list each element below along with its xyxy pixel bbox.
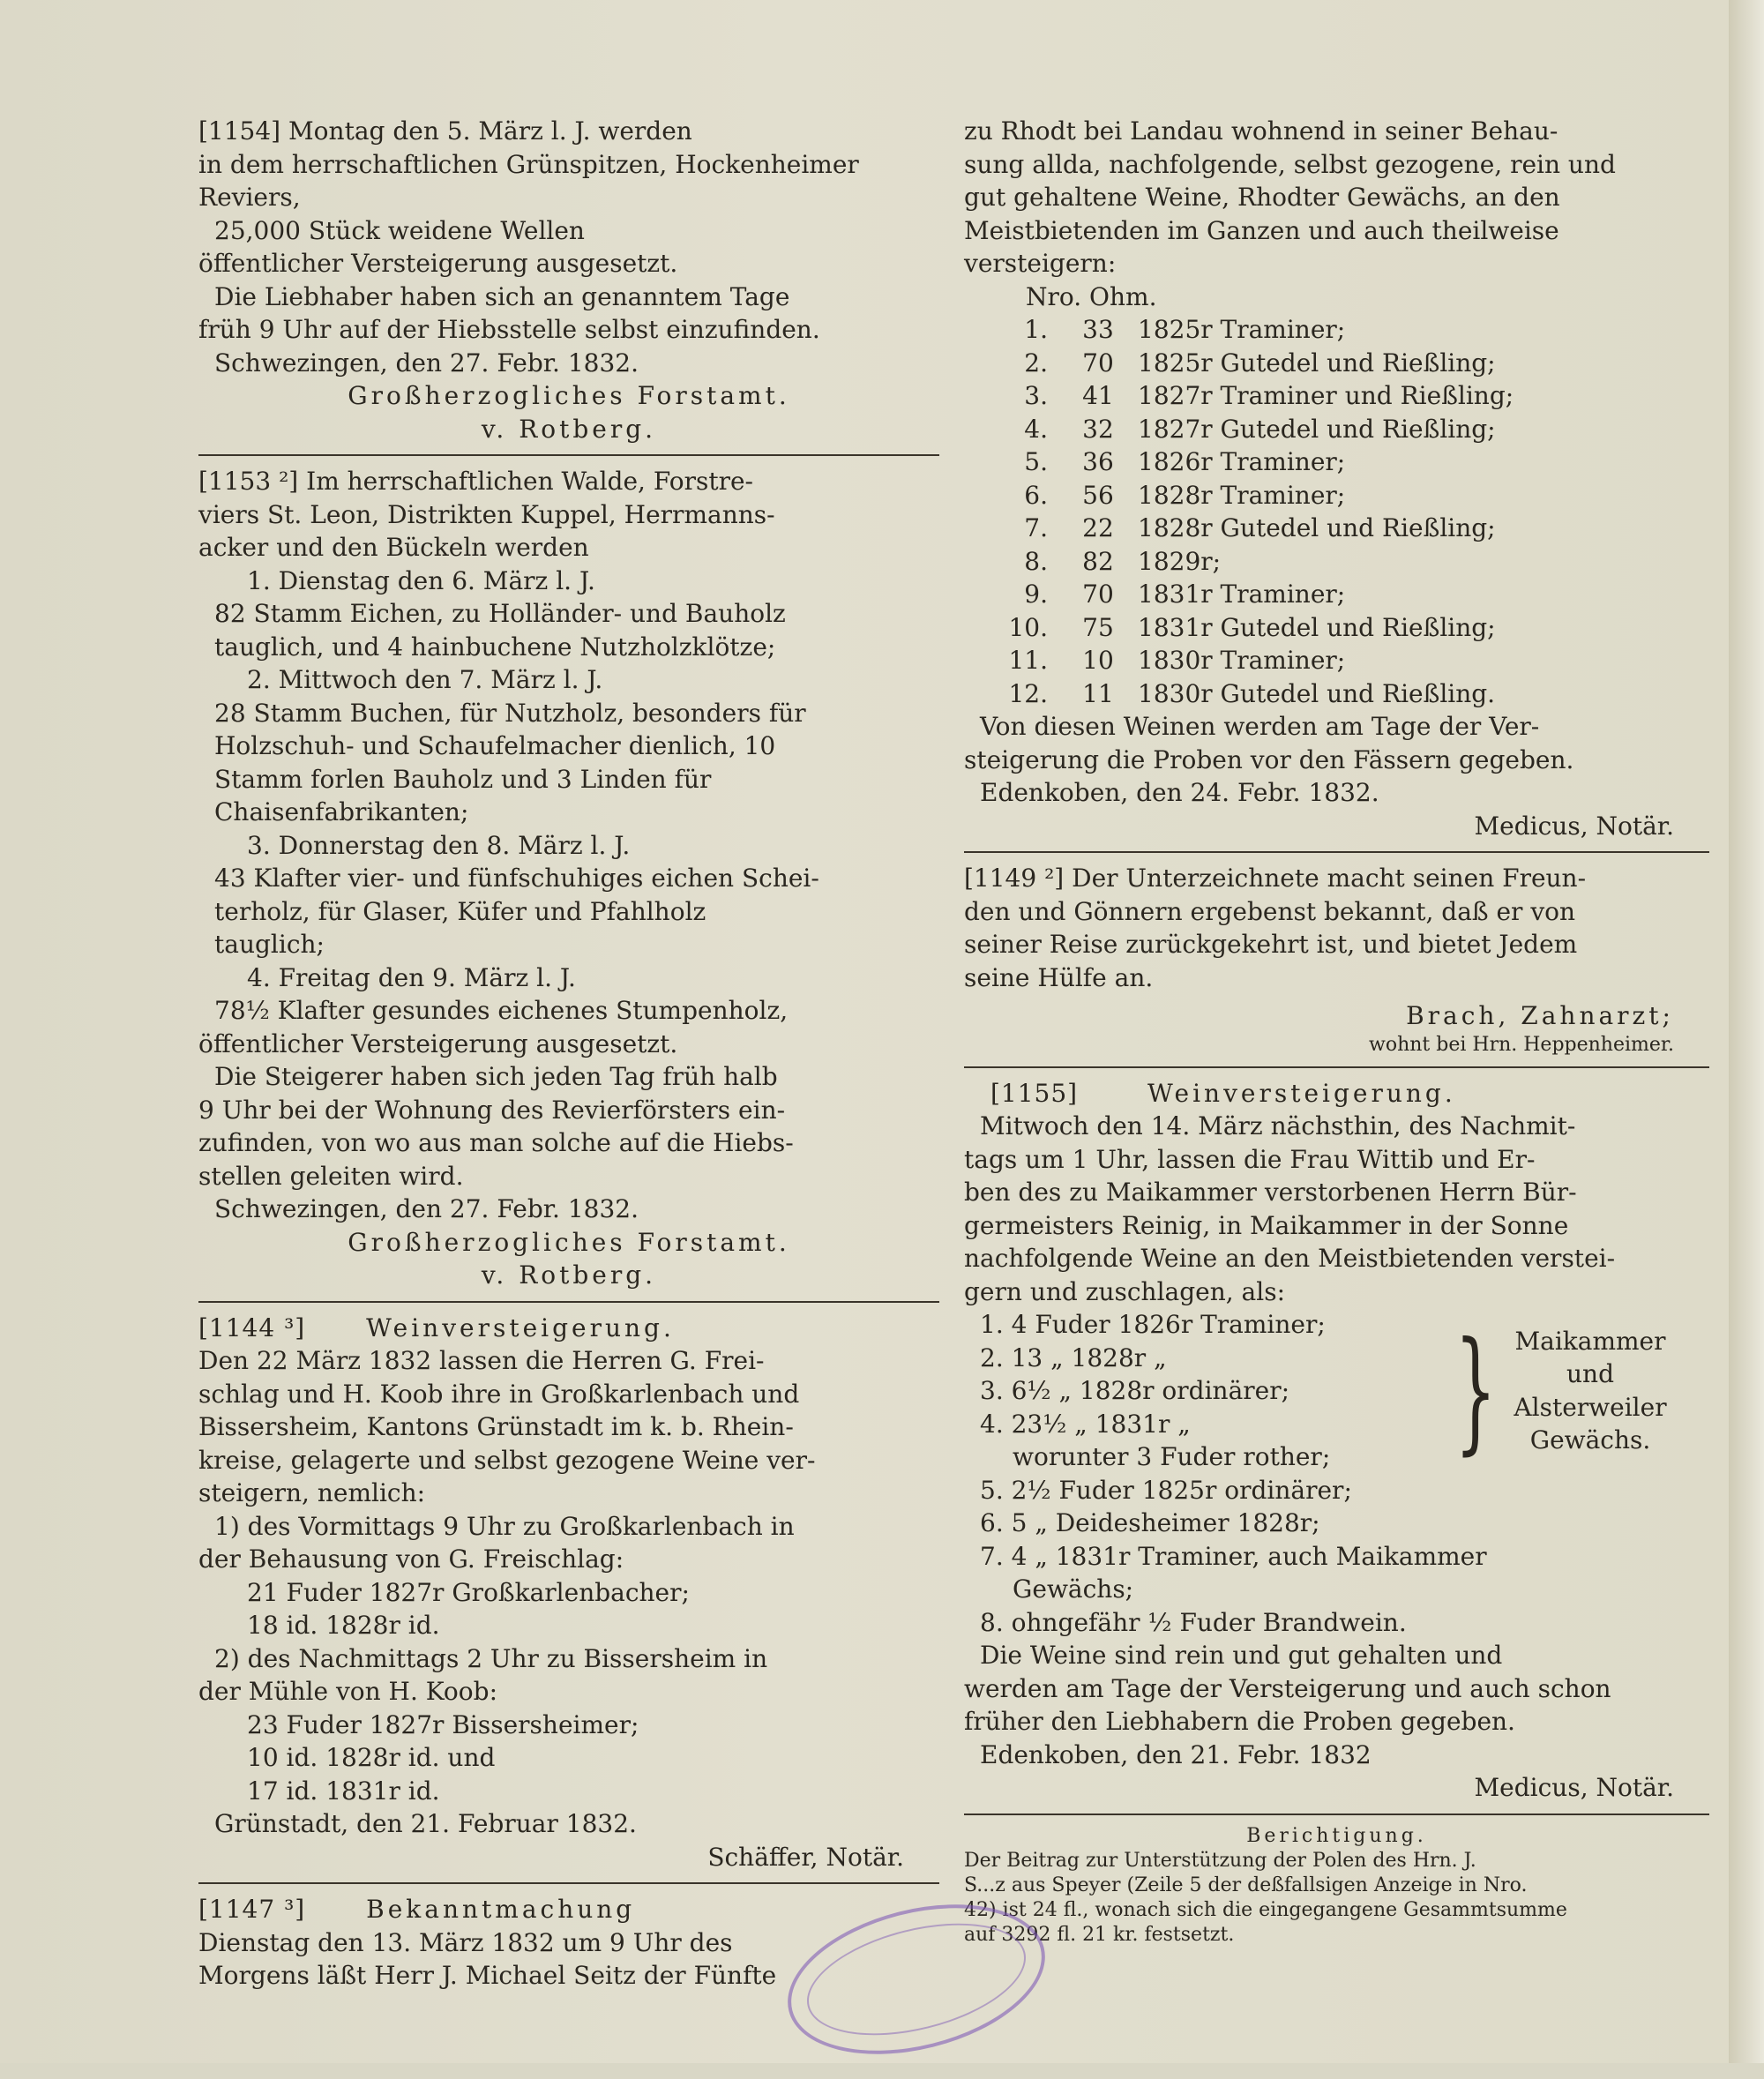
- divider: [198, 1882, 939, 1884]
- wine-description: 1827r Traminer und Rießling;: [1138, 381, 1514, 410]
- notice-1155: [964, 1077, 1709, 1805]
- wine-description: 1831r Traminer;: [1138, 580, 1346, 609]
- text-line: kreise, gelagerte und selbst gezogene Weine ver-: [198, 1445, 816, 1475]
- text-line: [1149 ²] Der Unterzeichnete macht seinen Freun-: [964, 864, 1587, 893]
- text-line: viers St. Leon, Distrikten Kuppel, Herrmanns-: [198, 499, 775, 529]
- wine-ohm: 10: [1082, 646, 1114, 675]
- signature-office: Großherzogliches Forstamt.: [348, 1227, 790, 1257]
- wine-row: [964, 611, 1709, 645]
- origin-line: und: [1566, 1359, 1614, 1389]
- text-line: Holzschuh- und Schaufelmacher dienlich, 10: [214, 731, 776, 760]
- text-line: 23 Fuder 1827r Bissersheimer;: [247, 1709, 639, 1739]
- wine-row: [964, 479, 1709, 512]
- wine-ohm: 75: [1082, 612, 1114, 642]
- wine-lot-group: [964, 1308, 1709, 1474]
- text-line: tauglich;: [214, 930, 325, 959]
- text-line: Die Steigerer haben sich jeden Tag früh halb: [214, 1062, 778, 1091]
- wine-origin: [1493, 1308, 1687, 1474]
- signature-name: v. Rotberg.: [481, 1260, 657, 1290]
- page-spine: [1729, 0, 1764, 2063]
- wine-row: [964, 313, 1709, 347]
- text-line: nachfolgende Weine an den Meistbietenden verstei-: [964, 1244, 1616, 1273]
- text-line: 28 Stamm Buchen, für Nutzholz, besonders für: [214, 698, 806, 728]
- wine-description: 1826r Traminer;: [1138, 447, 1346, 476]
- text-line: öffentlicher Versteigerung ausgesetzt.: [198, 249, 678, 278]
- signature-name: v. Rotberg.: [481, 414, 657, 444]
- wine-number: 7.: [1024, 513, 1048, 542]
- text-line: Schwezingen, den 27. Febr. 1832.: [214, 1194, 639, 1223]
- text-line: der Mühle von H. Koob:: [198, 1677, 498, 1706]
- wine-description: 1831r Gutedel und Rießling;: [1138, 612, 1496, 642]
- text-line: zufinden, von wo aus man solche auf die Hiebs-: [198, 1128, 794, 1157]
- text-line: Von diesen Weinen werden am Tage der Ver-: [980, 712, 1540, 741]
- origin-line: Maikammer: [1514, 1326, 1666, 1356]
- text-line: 10 id. 1828r id. und: [247, 1743, 496, 1772]
- text-line: 2) des Nachmittags 2 Uhr zu Bissersheim in: [214, 1643, 768, 1673]
- text-line: Meistbietenden im Ganzen und auch theilweise: [964, 215, 1559, 245]
- text-line: 17 id. 1831r id.: [247, 1776, 440, 1806]
- text-line: Die Liebhaber haben sich an genanntem Tage: [214, 281, 790, 311]
- left-column: [198, 115, 939, 1993]
- wine-ohm: 33: [1082, 315, 1114, 344]
- wine-description: 1829r;: [1138, 546, 1222, 576]
- text-line: 1. Dienstag den 6. März l. J.: [247, 565, 595, 595]
- divider: [964, 1814, 1709, 1815]
- text-line: schlag und H. Koob ihre in Großkarlenbach und: [198, 1379, 800, 1409]
- text-line: den und Gönnern ergebenst bekannt, daß er von: [964, 896, 1576, 926]
- origin-line: Gewächs.: [1529, 1425, 1651, 1455]
- correction-title: Berichtigung.: [1246, 1824, 1427, 1847]
- wine-number: 10.: [1008, 612, 1048, 642]
- text-line: in dem herrschaftlichen Grünspitzen, Hockenheimer: [198, 149, 859, 179]
- wine-table: [964, 313, 1709, 710]
- text-line: tags um 1 Uhr, lassen die Frau Wittib und Er-: [964, 1144, 1536, 1174]
- wine-number: 8.: [1024, 546, 1048, 576]
- notice-title: Bekanntmachung: [366, 1895, 636, 1924]
- notice-header: [198, 1312, 939, 1345]
- wine-row: [964, 644, 1709, 677]
- text-line: Reviers,: [198, 183, 301, 212]
- notice-header: [964, 1077, 1709, 1111]
- wine-description: 1825r Gutedel und Rießling;: [1138, 348, 1496, 378]
- wine-number: 4.: [1024, 414, 1048, 444]
- wine-number: 12.: [1008, 678, 1048, 708]
- text-line: Den 22 März 1832 lassen die Herren G. Frei-: [198, 1346, 765, 1375]
- signature-name: Schäffer, Notär.: [707, 1842, 904, 1872]
- text-line: ben des zu Maikammer verstorbenen Herrn Bür-: [964, 1178, 1577, 1207]
- wine-number: 11.: [1008, 646, 1048, 675]
- signature-address: wohnt bei Hrn. Heppenheimer.: [1369, 1033, 1674, 1056]
- text-line: Der Beitrag zur Unterstützung der Polen des Hrn. J.: [964, 1849, 1476, 1872]
- wine-lot: 5. 2½ Fuder 1825r ordinärer;: [980, 1475, 1352, 1505]
- wine-lot: 1. 4 Fuder 1826r Traminer;: [980, 1310, 1326, 1339]
- notice-1147-continued: [964, 115, 1709, 842]
- text-line: 21 Fuder 1827r Großkarlenbacher;: [247, 1577, 690, 1607]
- wine-number: 6.: [1024, 480, 1048, 510]
- divider: [964, 1066, 1709, 1068]
- text-line: 9 Uhr bei der Wohnung des Revierförsters ein-: [198, 1095, 786, 1125]
- text-line: sung allda, nachfolgende, selbst gezogene, rein und: [964, 149, 1616, 179]
- wine-row: [964, 413, 1709, 446]
- text-line: seine Hülfe an.: [964, 962, 1154, 992]
- text-line: 43 Klafter vier- und fünfschuhiges eichen Schei-: [214, 864, 819, 893]
- text-line: gut gehaltene Weine, Rhodter Gewächs, an den: [964, 183, 1560, 212]
- wine-row: [964, 379, 1709, 413]
- origin-line: Alsterweiler: [1514, 1392, 1667, 1422]
- text-line: 2. Mittwoch den 7. März l. J.: [247, 665, 603, 694]
- signature-name: Medicus, Notär.: [1474, 1773, 1674, 1802]
- text-line: 78½ Klafter gesundes eichenes Stumpenholz,: [214, 996, 789, 1025]
- text-line: werden am Tage der Versteigerung und auch schon: [964, 1673, 1611, 1703]
- text-line: tauglich, und 4 hainbuchene Nutzholzklötze;: [214, 632, 776, 662]
- text-line: gern und zuschlagen, als:: [964, 1276, 1285, 1306]
- wine-description: 1830r Traminer;: [1138, 646, 1346, 675]
- wine-ohm: 11: [1082, 678, 1114, 708]
- text-line: Edenkoben, den 24. Febr. 1832.: [980, 778, 1379, 807]
- notice-1144: [198, 1312, 939, 1874]
- wine-ohm: 70: [1082, 580, 1114, 609]
- text-line: früher den Liebhabern die Proben gegeben.: [964, 1707, 1515, 1736]
- wine-lot: 4. 23½ „ 1831r „: [980, 1409, 1191, 1439]
- text-line: Bissersheim, Kantons Grünstadt im k. b. Rhein-: [198, 1412, 794, 1441]
- text-line: versteigern:: [964, 249, 1117, 278]
- wine-number: 3.: [1024, 381, 1048, 410]
- text-line: Schwezingen, den 27. Febr. 1832.: [214, 348, 639, 378]
- wine-row: [964, 512, 1709, 545]
- wine-lot: 8. ohngefähr ½ Fuder Brandwein.: [980, 1607, 1407, 1637]
- wine-row: [964, 445, 1709, 479]
- text-line: Grünstadt, den 21. Februar 1832.: [214, 1809, 637, 1838]
- wine-ohm: 70: [1082, 348, 1114, 378]
- wine-number: 2.: [1024, 348, 1048, 378]
- notice-ref: [1147 ³]: [198, 1895, 306, 1924]
- wine-lot: 3. 6½ „ 1828r ordinärer;: [980, 1376, 1290, 1405]
- wine-lot-note: worunter 3 Fuder rother;: [1013, 1442, 1331, 1471]
- wine-description: 1827r Gutedel und Rießling;: [1138, 414, 1496, 444]
- text-line: [1153 ²] Im herrschaftlichen Walde, Forstre-: [198, 467, 754, 496]
- text-line: auf 3292 fl. 21 kr. festsetzt.: [964, 1923, 1235, 1946]
- wine-row: [964, 677, 1709, 711]
- text-line: stellen geleiten wird.: [198, 1161, 464, 1191]
- notice-1154: [198, 115, 939, 445]
- text-line: steigern, nemlich:: [198, 1478, 426, 1507]
- text-line: germeisters Reinig, in Maikammer in der Sonne: [964, 1210, 1569, 1240]
- wine-row: [964, 578, 1709, 611]
- wine-lot-list: [964, 1308, 1458, 1474]
- brace-icon: }: [1454, 1313, 1497, 1468]
- signature-name: Medicus, Notär.: [1474, 811, 1674, 841]
- text-line: Stamm forlen Bauholz und 3 Linden für: [214, 764, 712, 794]
- wine-number: 1.: [1024, 315, 1048, 344]
- notice-1153: [198, 465, 939, 1292]
- text-line: 1) des Vormittags 9 Uhr zu Großkarlenbach in: [214, 1511, 795, 1541]
- notice-title: Weinversteigerung.: [366, 1312, 675, 1342]
- wine-description: 1828r Traminer;: [1138, 480, 1346, 510]
- text-line: zu Rhodt bei Landau wohnend in seiner Behau-: [964, 116, 1558, 146]
- wine-lot: 6. 5 „ Deidesheimer 1828r;: [980, 1508, 1320, 1537]
- wine-row: [964, 545, 1709, 579]
- text-line: 82 Stamm Eichen, zu Holländer- und Bauholz: [214, 599, 786, 628]
- wine-number: 9.: [1024, 580, 1048, 609]
- wine-lot: 2. 13 „ 1828r „: [980, 1342, 1167, 1372]
- text-line: 3. Donnerstag den 8. März l. J.: [247, 830, 631, 860]
- text-line: Edenkoben, den 21. Febr. 1832: [980, 1739, 1372, 1769]
- wine-ohm: 36: [1082, 447, 1114, 476]
- text-line: terholz, für Glaser, Küfer und Pfahlholz: [214, 896, 706, 926]
- wine-number: 5.: [1024, 447, 1048, 476]
- wine-row: [964, 347, 1709, 380]
- text-line: öffentlicher Versteigerung ausgesetzt.: [198, 1028, 678, 1058]
- text-line: 18 id. 1828r id.: [247, 1611, 440, 1640]
- text-line: 25,000 Stück weidene Wellen: [214, 215, 585, 245]
- wine-description: 1828r Gutedel und Rießling;: [1138, 513, 1496, 542]
- text-line: Die Weine sind rein und gut gehalten und: [980, 1641, 1503, 1670]
- wine-ohm: 22: [1082, 513, 1114, 542]
- notice-title: Weinversteigerung.: [1147, 1078, 1456, 1108]
- text-line: der Behausung von G. Freischlag:: [198, 1544, 624, 1574]
- text-line: S...z aus Speyer (Zeile 5 der deßfallsigen Anzeige in Nro.: [964, 1873, 1528, 1896]
- wine-ohm: 56: [1082, 480, 1114, 510]
- divider: [198, 454, 939, 456]
- wine-table-header: Nro. Ohm.: [1026, 281, 1157, 311]
- wine-description: 1825r Traminer;: [1138, 315, 1346, 344]
- text-line: [1154] Montag den 5. März l. J. werden: [198, 116, 692, 146]
- wine-ohm: 41: [1082, 381, 1114, 410]
- text-line: acker und den Bückeln werden: [198, 533, 589, 562]
- text-line: Mitwoch den 14. März nächsthin, des Nachmit-: [980, 1111, 1576, 1140]
- divider: [198, 1301, 939, 1303]
- notice-ref: [1155]: [990, 1078, 1079, 1108]
- wine-description: 1830r Gutedel und Rießling.: [1138, 678, 1496, 708]
- text-line: früh 9 Uhr auf der Hiebsstelle selbst einzufinden.: [198, 315, 820, 344]
- signature-office: Großherzogliches Forstamt.: [348, 381, 790, 410]
- text-line: 42) ist 24 fl., wonach sich die eingegangene Gesammtsumme: [964, 1898, 1567, 1921]
- right-column: [964, 115, 1709, 1948]
- text-line: Morgens läßt Herr J. Michael Seitz der Fünfte: [198, 1961, 777, 1990]
- notice-ref: [1144 ³]: [198, 1312, 306, 1342]
- text-line: Chaisenfabrikanten;: [214, 797, 469, 826]
- text-line: Dienstag den 13. März 1832 um 9 Uhr des: [198, 1927, 733, 1957]
- correction-notice: [964, 1824, 1709, 1948]
- text-line: steigerung die Proben vor den Fässern gegeben.: [964, 744, 1574, 774]
- text-line: 4. Freitag den 9. März l. J.: [247, 962, 576, 992]
- notice-header: [198, 1893, 939, 1926]
- wine-ohm: 32: [1082, 414, 1114, 444]
- notice-1149: [964, 862, 1709, 1058]
- text-line: seiner Reise zurückgekehrt ist, und bietet Jedem: [964, 930, 1578, 959]
- wine-lot: 7. 4 „ 1831r Traminer, auch Maikammer: [980, 1541, 1487, 1571]
- divider: [964, 851, 1709, 853]
- wine-lot: Gewächs;: [1013, 1574, 1134, 1604]
- wine-ohm: 82: [1082, 546, 1114, 576]
- signature-name: Brach, Zahnarzt;: [1406, 1001, 1674, 1030]
